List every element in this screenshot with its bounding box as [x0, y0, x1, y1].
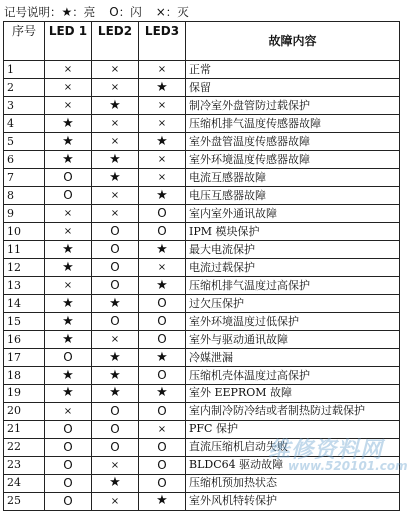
led1-state	[45, 331, 92, 349]
row-number: 4	[4, 115, 45, 133]
led-on-star: ★	[62, 331, 74, 347]
led-on-star: ★	[109, 151, 121, 167]
row-number: 6	[4, 151, 45, 169]
legend-off-symbol: ×	[155, 5, 166, 19]
led1-state	[45, 187, 92, 205]
fault-description: 室外 EEPROM 故障	[186, 385, 400, 403]
fault-description: 室外风机特转保护	[186, 492, 400, 510]
led-flash-circle: O	[63, 350, 73, 364]
led2-state	[92, 187, 139, 205]
led-on-star: ★	[62, 133, 74, 149]
led1-state	[45, 79, 92, 97]
led3-state	[139, 205, 186, 223]
led-flash-circle: O	[110, 260, 120, 274]
led-off-cross: ×	[110, 495, 120, 507]
led1-state	[45, 115, 92, 133]
led2-state	[92, 402, 139, 420]
led3-state	[139, 97, 186, 115]
table-header-row	[4, 22, 400, 61]
led1-state	[45, 241, 92, 259]
led2-state	[92, 438, 139, 456]
led3-state	[139, 385, 186, 403]
row-number: 7	[4, 169, 45, 187]
led-on-star: ★	[62, 259, 74, 275]
led1-state	[45, 349, 92, 367]
row-number: 10	[4, 223, 45, 241]
table-row	[4, 367, 400, 385]
led-off-cross: ×	[110, 118, 120, 129]
led3-state	[139, 241, 186, 259]
led2-state	[92, 61, 139, 79]
led-flash-circle: O	[157, 475, 167, 490]
led2-state	[92, 169, 139, 187]
row-number: 14	[4, 295, 45, 313]
led-off-cross: ×	[110, 82, 120, 93]
row-number: 23	[4, 456, 45, 474]
fault-description: 电压互感器故障	[186, 187, 400, 205]
led-off-cross: ×	[110, 208, 120, 219]
led-off-cross: ×	[110, 334, 120, 345]
fault-description: PFC 保护	[186, 420, 400, 438]
led-flash-circle: O	[110, 421, 120, 436]
led-off-cross: ×	[63, 226, 73, 237]
led1-state	[45, 205, 92, 223]
led-flash-circle: O	[63, 421, 73, 436]
led-on-star: ★	[62, 151, 74, 167]
led3-state	[139, 438, 186, 456]
fault-description: 压缩机排气温度过高保护	[186, 277, 400, 295]
led-on-star: ★	[156, 241, 168, 257]
led-on-star: ★	[156, 385, 168, 401]
header-seq: 序号	[4, 22, 45, 61]
table-row	[4, 474, 400, 492]
led1-state	[45, 456, 92, 474]
led-on-star: ★	[109, 97, 121, 113]
fault-description: 室外盘管温度传感器故障	[186, 133, 400, 151]
legend-prefix: 记号说明：	[4, 5, 62, 19]
fault-description: 电流互感器故障	[186, 169, 400, 187]
led-off-cross: ×	[63, 208, 73, 219]
led-on-star: ★	[156, 277, 168, 293]
led1-state	[45, 474, 92, 492]
table-row	[4, 420, 400, 438]
led1-state	[45, 97, 92, 115]
led1-state	[45, 169, 92, 187]
led-off-cross: ×	[157, 154, 167, 165]
led3-state	[139, 349, 186, 367]
fault-description: 室外环境温度传感器故障	[186, 151, 400, 169]
table-row	[4, 241, 400, 259]
led3-state	[139, 367, 186, 385]
row-number: 12	[4, 259, 45, 277]
led3-state	[139, 115, 186, 133]
table-row	[4, 205, 400, 223]
led2-state	[92, 313, 139, 331]
fault-description: 电流过载保护	[186, 259, 400, 277]
led-on-star: ★	[109, 295, 121, 311]
led-off-cross: ×	[63, 64, 73, 75]
led-flash-circle: O	[157, 368, 167, 382]
legend-on-symbol: ★	[61, 5, 73, 19]
table-row	[4, 277, 400, 295]
led-on-star: ★	[62, 115, 74, 131]
header-fault-content: 故障内容	[186, 22, 400, 61]
fault-description: 室外与驱动通讯故障	[186, 331, 400, 349]
led-flash-circle: O	[157, 439, 167, 454]
led3-state	[139, 277, 186, 295]
row-number: 1	[4, 61, 45, 79]
led1-state	[45, 385, 92, 403]
led1-state	[45, 277, 92, 295]
led-off-cross: ×	[157, 118, 167, 129]
led1-state	[45, 61, 92, 79]
fault-description: IPM 模块保护	[186, 223, 400, 241]
led-off-cross: ×	[63, 82, 73, 93]
row-number: 15	[4, 313, 45, 331]
led3-state	[139, 402, 186, 420]
fault-description: 冷媒泄漏	[186, 349, 400, 367]
led-on-star: ★	[156, 79, 168, 95]
legend-flash-symbol: O	[109, 5, 119, 19]
row-number: 21	[4, 420, 45, 438]
row-number: 2	[4, 79, 45, 97]
led3-state	[139, 61, 186, 79]
led2-state	[92, 133, 139, 151]
led-off-cross: ×	[110, 64, 120, 75]
led1-state	[45, 295, 92, 313]
table-row	[4, 169, 400, 187]
table-row	[4, 79, 400, 97]
led1-state	[45, 492, 92, 510]
led3-state	[139, 331, 186, 349]
led-flash-circle: O	[63, 188, 73, 202]
led-off-cross: ×	[157, 172, 167, 183]
row-number: 20	[4, 402, 45, 420]
table-row	[4, 187, 400, 205]
watermark-url: www.520101.com	[288, 459, 408, 473]
led3-state	[139, 295, 186, 313]
led-off-cross: ×	[110, 136, 120, 147]
row-number: 11	[4, 241, 45, 259]
led2-state	[92, 259, 139, 277]
led-off-cross: ×	[157, 64, 167, 75]
legend-on-label: ：亮	[72, 5, 96, 19]
led1-state	[45, 313, 92, 331]
led2-state	[92, 349, 139, 367]
led-flash-circle: O	[63, 439, 73, 454]
row-number: 5	[4, 133, 45, 151]
led-flash-circle: O	[157, 457, 167, 472]
led-on-star: ★	[62, 385, 74, 401]
led3-state	[139, 259, 186, 277]
legend-off-label: ：灭	[165, 5, 189, 19]
fault-description: 压缩机预加热状态	[186, 474, 400, 492]
fault-description: 压缩机壳体温度过高保护	[186, 367, 400, 385]
led2-state	[92, 456, 139, 474]
led3-state	[139, 492, 186, 510]
led3-state	[139, 420, 186, 438]
led-on-star: ★	[109, 349, 121, 365]
table-row	[4, 97, 400, 115]
fault-description: 保留	[186, 79, 400, 97]
led2-state	[92, 241, 139, 259]
led-off-cross: ×	[157, 100, 167, 111]
led1-state	[45, 367, 92, 385]
led-on-star: ★	[109, 169, 121, 185]
led-flash-circle: O	[110, 242, 120, 256]
led-off-cross: ×	[157, 262, 167, 273]
led-flash-circle: O	[63, 170, 73, 184]
led2-state	[92, 492, 139, 510]
header-led2: LED2	[92, 22, 139, 61]
table-row	[4, 385, 400, 403]
led-off-cross: ×	[157, 423, 167, 435]
row-number: 9	[4, 205, 45, 223]
legend-flash-label: ：闪	[118, 5, 142, 19]
led1-state	[45, 420, 92, 438]
table-row	[4, 259, 400, 277]
row-number: 22	[4, 438, 45, 456]
table-row	[4, 223, 400, 241]
led3-state	[139, 223, 186, 241]
led3-state	[139, 313, 186, 331]
led2-state	[92, 97, 139, 115]
led2-state	[92, 385, 139, 403]
table-row	[4, 456, 400, 474]
led-flash-circle: O	[157, 224, 167, 238]
led-flash-circle: O	[157, 314, 167, 328]
table-row	[4, 151, 400, 169]
led2-state	[92, 474, 139, 492]
table-row	[4, 492, 400, 510]
led-flash-circle: O	[110, 439, 120, 454]
led-on-star: ★	[156, 187, 168, 203]
fault-description: 制冷室外盘管防过载保护	[186, 97, 400, 115]
led-off-cross: ×	[110, 459, 120, 471]
led2-state	[92, 115, 139, 133]
row-number: 17	[4, 349, 45, 367]
led-on-star: ★	[109, 367, 121, 383]
led1-state	[45, 438, 92, 456]
fault-description: 室内室外通讯故障	[186, 205, 400, 223]
led2-state	[92, 420, 139, 438]
row-number: 18	[4, 367, 45, 385]
header-led1: LED 1	[45, 22, 92, 61]
led2-state	[92, 223, 139, 241]
led-flash-circle: O	[110, 224, 120, 238]
header-led3: LED3	[139, 22, 186, 61]
led1-state	[45, 133, 92, 151]
led2-state	[92, 79, 139, 97]
row-number: 13	[4, 277, 45, 295]
watermark-main: 维修资料网	[268, 438, 384, 463]
led-on-star: ★	[109, 475, 121, 490]
fault-description: 室外环境温度过低保护	[186, 313, 400, 331]
fault-description: 正常	[186, 61, 400, 79]
led1-state	[45, 223, 92, 241]
fault-code-table	[3, 21, 400, 511]
led-flash-circle: O	[157, 403, 167, 418]
led-off-cross: ×	[110, 190, 120, 201]
led-flash-circle: O	[63, 475, 73, 490]
led-on-star: ★	[62, 313, 74, 329]
led3-state	[139, 79, 186, 97]
led-flash-circle: O	[63, 457, 73, 472]
table-row	[4, 133, 400, 151]
led-flash-circle: O	[110, 403, 120, 418]
led-flash-circle: O	[157, 332, 167, 346]
symbol-legend	[4, 3, 189, 21]
led-flash-circle: O	[157, 296, 167, 310]
led3-state	[139, 187, 186, 205]
led1-state	[45, 259, 92, 277]
led-on-star: ★	[62, 367, 74, 383]
led-on-star: ★	[62, 241, 74, 257]
led3-state	[139, 151, 186, 169]
fault-description: 室内制冷防冷结或者制热防过载保护	[186, 402, 400, 420]
row-number: 25	[4, 492, 45, 510]
led1-state	[45, 151, 92, 169]
table-row	[4, 438, 400, 456]
led-flash-circle: O	[110, 278, 120, 292]
led-on-star: ★	[156, 493, 168, 508]
table-row	[4, 402, 400, 420]
row-number: 19	[4, 385, 45, 403]
led-flash-circle: O	[110, 314, 120, 328]
led2-state	[92, 151, 139, 169]
fault-description: 压缩机排气温度传感器故障	[186, 115, 400, 133]
row-number: 3	[4, 97, 45, 115]
led3-state	[139, 474, 186, 492]
led3-state	[139, 133, 186, 151]
fault-description: 直流压缩机启动失败	[186, 438, 400, 456]
table-row	[4, 115, 400, 133]
led2-state	[92, 277, 139, 295]
led-off-cross: ×	[63, 280, 73, 291]
fault-description: 过欠压保护	[186, 295, 400, 313]
fault-description: 最大电流保护	[186, 241, 400, 259]
fault-description: BLDC64 驱动故障	[186, 456, 400, 474]
table-row	[4, 349, 400, 367]
led2-state	[92, 205, 139, 223]
led-on-star: ★	[62, 295, 74, 311]
led-on-star: ★	[156, 133, 168, 149]
row-number: 8	[4, 187, 45, 205]
table-row	[4, 331, 400, 349]
led1-state	[45, 402, 92, 420]
led-flash-circle: O	[63, 493, 73, 508]
row-number: 16	[4, 331, 45, 349]
led-on-star: ★	[109, 385, 121, 401]
row-number: 24	[4, 474, 45, 492]
table-row	[4, 295, 400, 313]
led3-state	[139, 456, 186, 474]
led-off-cross: ×	[63, 405, 73, 417]
led-on-star: ★	[156, 349, 168, 365]
led2-state	[92, 295, 139, 313]
led3-state	[139, 169, 186, 187]
led2-state	[92, 367, 139, 385]
led-off-cross: ×	[63, 100, 73, 111]
led2-state	[92, 331, 139, 349]
led-flash-circle: O	[157, 206, 167, 220]
table-row	[4, 61, 400, 79]
table-row	[4, 313, 400, 331]
